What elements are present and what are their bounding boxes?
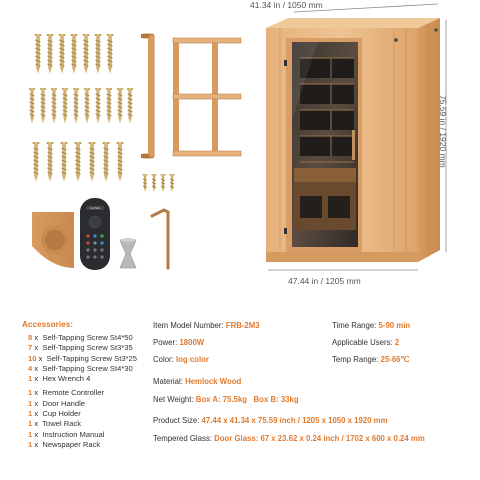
dimension-height: 75.59 in / 1920 mm — [438, 95, 448, 168]
list-item: 4 x Self-Tapping Screw St4*30 — [28, 363, 133, 373]
remote-brand-text: ALPHA — [90, 206, 100, 210]
screws-st3-25 — [29, 88, 133, 124]
towel-rack — [173, 38, 241, 156]
spec-net-weight: Net Weight: Box A: 75.5kg Box B: 33kg — [153, 395, 299, 404]
accessories-title: Accessories: — [22, 320, 73, 329]
list-item: 1 x Instruction Manual — [28, 429, 105, 439]
list-item: 8 x Self-Tapping Screw St4*50 — [28, 333, 133, 342]
spec-temp-range: Temp Range: 25-66℃ — [332, 355, 410, 364]
sauna-cabin — [266, 18, 440, 262]
spec-product-size: Product Size: 47.44 x 41.34 x 75.59 inch / 1205 x 1050 x 1920 mm — [153, 416, 388, 425]
remote-controller — [80, 198, 110, 270]
list-item: 1 x Remote Controller — [28, 388, 105, 398]
list-item: 1 x Towel Rack — [28, 419, 82, 429]
spec-power: Power: 1800W — [153, 338, 205, 347]
dimension-width-bottom: 47.44 in / 1205 mm — [288, 276, 361, 286]
hex-wrench — [152, 210, 168, 268]
list-item: 1 x Hex Wrench 4 — [28, 374, 91, 384]
spec-material: Material: Hemlock Wood — [153, 377, 242, 386]
spec-color: Color: log color — [153, 355, 209, 364]
door-handle — [141, 34, 154, 158]
list-item: 10 x Self-Tapping Screw St3*25 — [28, 353, 137, 363]
screws-st4-30 — [143, 174, 175, 192]
list-item: 1 x Door Handle — [28, 398, 86, 408]
specifications-section — [0, 310, 480, 480]
list-item: 1 x Cup Holder — [28, 409, 81, 419]
list-item: 1 x Newspaper Rack — [28, 439, 101, 449]
spec-time-range: Time Range: 5-90 min — [332, 321, 411, 330]
list-item: 7 x Self-Tapping Screw St3*35 — [28, 343, 133, 353]
spec-tempered-glass: Tempered Glass: Door Glass: 67 x 23.62 x 0.24 inch / 1702 x 600 x 0.24 mm — [153, 434, 425, 443]
accessories-list — [28, 333, 137, 450]
screws-st4-50 — [35, 34, 114, 74]
spec-applicable-users: Applicable Users: 2 — [332, 338, 400, 347]
spec-model: Item Model Number: FRB-2M3 — [153, 321, 260, 330]
dimension-width-top: 41.34 in / 1050 mm — [250, 0, 323, 10]
metal-connector — [120, 238, 136, 268]
cup-holder — [32, 212, 74, 268]
screws-st3-35 — [33, 142, 124, 182]
